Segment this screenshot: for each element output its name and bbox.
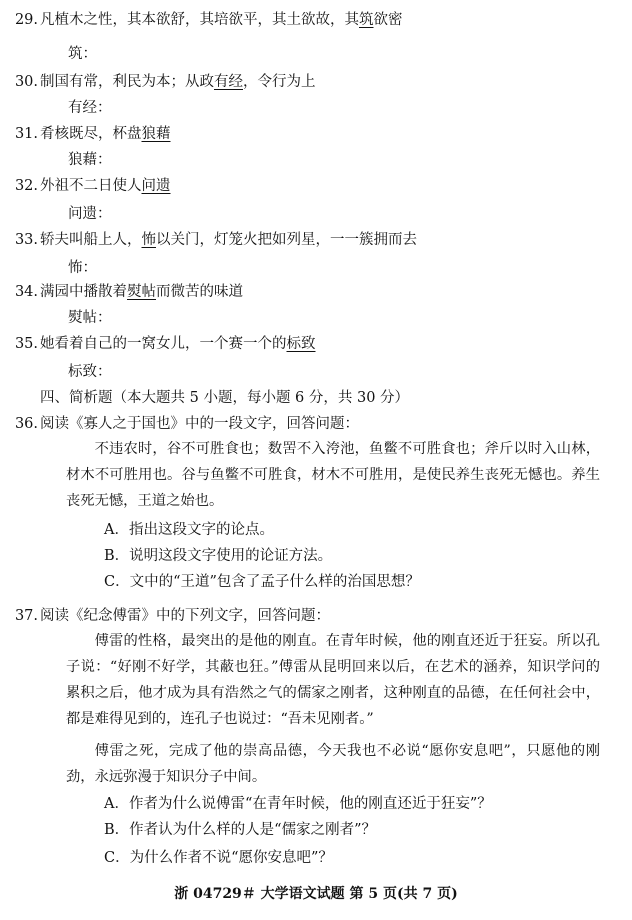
question-number: 37.: [14, 608, 38, 624]
question-number: 32.: [14, 178, 38, 194]
answer-label: 熨帖：: [68, 310, 112, 326]
sub-question-b: B．作者认为什么样的人是“儒家之刚者”？: [104, 822, 376, 838]
question-text: 肴核既尽，杯盘: [40, 126, 142, 142]
underlined-word: 问遗: [141, 178, 171, 194]
question-30: [0, 72, 316, 92]
question-text: 她看着自己的一窝女儿，一个赛一个的: [40, 336, 287, 352]
question-text-tail: 以关门，灯笼火把如列星，一一簇拥而去: [156, 232, 417, 248]
question-text: 外祖不二日使人: [40, 178, 142, 194]
question-number: 31.: [14, 126, 38, 142]
answer-label: 问遗：: [68, 206, 112, 222]
question-34: [0, 282, 243, 302]
question-36: [0, 414, 359, 434]
underlined-word: 狼藉: [141, 126, 171, 142]
question-number: 33.: [14, 232, 38, 248]
answer-label: 筑：: [68, 46, 97, 62]
question-text: 凡植木之性，其本欲舒，其培欲平，其土欲故，其: [40, 12, 359, 28]
question-text: 轿夫叫船上人，: [40, 232, 142, 248]
question-29: [0, 10, 403, 30]
underlined-word: 筑: [359, 12, 374, 28]
answer-label: 怖：: [68, 260, 97, 276]
question-35: [0, 334, 316, 354]
question-33: [0, 230, 417, 250]
sub-question-c: C．为什么作者不说“愿你安息吧”？: [104, 850, 333, 866]
underlined-word: 有经: [214, 74, 243, 90]
quoted-passage-1: 傅雷的性格，最突出的是他的刚直。在青年时候，他的刚直还近于狂妄。所以孔子说：“好刚不好学，其蔽也狂。”傅雷从昆明回来以后，在艺术的涵养，知识学问的累积之后，他才成为具有浩然之气的儒家之刚者，这种刚直的品德，在任何社会中，都是难得见到的，连孔子也说过：“吾未见刚者。”: [66, 633, 600, 727]
question-text-tail: ，令行为上: [243, 74, 316, 90]
sub-question-c: C．文中的“王道”包含了孟子什么样的治国思想？: [104, 574, 420, 590]
underlined-word: 熨帖: [127, 284, 156, 300]
question-number: 30.: [14, 74, 38, 90]
section-heading: 四、简析题（本大题共 5 小题，每小题 6 分，共 30 分）: [40, 390, 410, 406]
answer-label: 有经：: [68, 100, 112, 116]
question-32: [0, 176, 171, 196]
question-number: 34.: [14, 284, 38, 300]
question-31: [0, 124, 171, 144]
question-number: 36.: [14, 416, 38, 432]
underlined-word: 标致: [286, 336, 316, 352]
question-text: 制国有常，利民为本；从政: [40, 74, 214, 90]
question-prompt: 阅读《纪念傅雷》中的下列文字，回答问题：: [40, 608, 330, 624]
question-number: 35.: [14, 336, 38, 352]
sub-question-b: B．说明这段文字使用的论证方法。: [104, 548, 333, 564]
answer-label: 狼藉：: [68, 152, 112, 168]
answer-label: 标致：: [68, 364, 112, 380]
sub-question-a: A．指出这段文字的论点。: [104, 522, 274, 538]
quoted-passage: 不违农时，谷不可胜食也；数罟不入洿池，鱼鳖不可胜食也；斧斤以时入山林，材木不可胜用也。谷与鱼鳖不可胜食，材木不可胜用，是使民养生丧死无憾也。养生丧死无憾，王道之始也。: [66, 441, 600, 509]
quoted-passage-2: 傅雷之死，完成了他的崇高品德，今天我也不必说“愿你安息吧”，只愿他的刚劲，永远弥漫于知识分子中间。: [66, 743, 600, 785]
question-text-tail: 而微苦的味道: [156, 284, 243, 300]
underlined-word: 怖: [141, 232, 156, 248]
question-number: 29.: [14, 12, 38, 28]
question-37: [0, 606, 330, 626]
question-prompt: 阅读《寡人之于国也》中的一段文字，回答问题：: [40, 416, 359, 432]
question-text-tail: 欲密: [373, 12, 403, 28]
sub-question-a: A．作者为什么说傅雷“在青年时候，他的刚直还近于狂妄”？: [104, 796, 492, 812]
page-footer: 浙 04729＃ 大学语文试题 第 5 页(共 7 页): [174, 886, 458, 902]
question-text: 满园中播散着: [40, 284, 127, 300]
